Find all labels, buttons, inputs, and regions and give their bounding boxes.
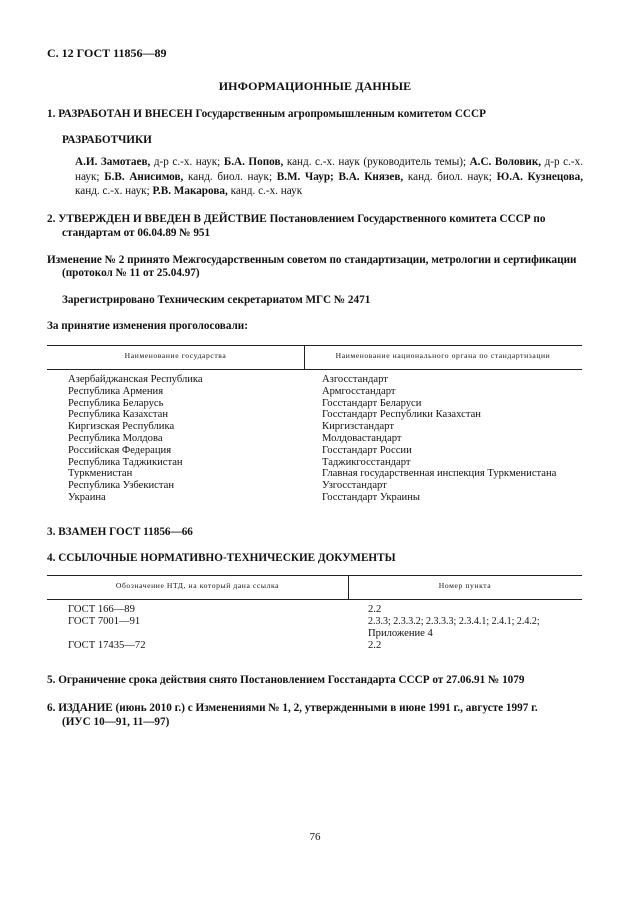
page-number: 76 [309, 831, 321, 843]
table-cell: Киргизстандарт [322, 421, 394, 433]
table-top-rule [47, 345, 582, 346]
table-cell: Украина [68, 491, 106, 503]
section-4: 4. ССЫЛОЧНЫЕ НОРМАТИВНО-ТЕХНИЧЕСКИЕ ДОКУМЕНТЫ [47, 552, 396, 564]
section-6-line-2: (ИУС 10—91, 11—97) [62, 716, 170, 728]
developer-name: А.И. Замотаев, [75, 156, 151, 168]
table-header-rule [47, 369, 582, 370]
ref-table-header-rule [47, 599, 582, 600]
table-cell: Молдовастандарт [322, 432, 402, 444]
developer-title: д-р с.-х. наук; [75, 156, 584, 183]
table-cell: 2.2 [368, 640, 382, 651]
section-5: 5. Ограничение срока действия снято Постановлением Госстандарта СССР от 27.06.91 № 1079 [47, 674, 525, 686]
table-cell: Республика Беларусь [68, 397, 164, 409]
page-header: С. 12 ГОСТ 11856—89 [47, 46, 167, 60]
table-cell: Госстандарт Беларуси [322, 397, 422, 409]
table-cell: Госстандарт Республики Казахстан [322, 409, 481, 421]
developer-name: Б.В. Анисимов, [104, 170, 184, 183]
table-cell: Республика Узбекистан [68, 480, 175, 492]
change-line-1: Изменение № 2 принято Межгосударственным советом по стандартизации, метрологии и сертификации [47, 254, 577, 266]
developer-title: канд. с.-х. наук; [75, 185, 150, 198]
table-cell: Республика Молдова [68, 432, 163, 444]
table-cell: Азгосстандарт [322, 374, 388, 385]
table-cell: ГОСТ 17435—72 [68, 640, 146, 651]
table-cell: Азербайджанская Республика [68, 374, 203, 385]
table-cell: Приложение 4 [368, 628, 433, 639]
developer-title: канд. с.-х. наук [230, 185, 303, 198]
table-cell: Республика Казахстан [68, 409, 169, 421]
table-cell: Российская Федерация [68, 444, 172, 456]
table-cell: Узгосстандарт [322, 480, 387, 492]
page-title: ИНФОРМАЦИОННЫЕ ДАННЫЕ [218, 79, 412, 93]
ref-table-header-doc: Обозначение НТД, на который дана ссылка [115, 581, 280, 590]
developer-name: В.М. Чаур; [276, 170, 334, 183]
table-cell: Республика Таджикистан [68, 456, 183, 468]
table-cell: Госстандарт России [322, 444, 412, 456]
section-2-line-1: 2. УТВЕРЖДЕН И ВВЕДЕН В ДЕЙСТВИЕ Постановлением Государственного комитета СССР по [47, 213, 546, 225]
ref-table-top-rule [47, 575, 582, 576]
standards-bodies-column [322, 374, 582, 504]
table-cell: ГОСТ 166—89 [68, 604, 135, 615]
developer-name: Р.В. Макарова, [152, 185, 228, 198]
voted-heading: За принятие изменения проголосовали: [47, 320, 248, 332]
developer-title: канд. биол. наук; [188, 170, 273, 183]
developer-name: А.С. Воловик, [469, 156, 542, 168]
developers-heading: РАЗРАБОТЧИКИ [62, 134, 152, 146]
table-cell: Армгосстандарт [322, 385, 396, 397]
table-cell: 2.3.3; 2.3.3.2; 2.3.3.3; 2.3.4.1; 2.4.1; 2.4.2; [368, 616, 540, 627]
table-cell: Госстандарт Украины [322, 491, 420, 503]
table-cell: ГОСТ 7001—91 [68, 616, 141, 627]
developer-name: Б.А. Попов, [223, 156, 284, 168]
table-cell: Таджикгосстандарт [322, 456, 411, 468]
registration-note: Зарегистрировано Техническим секретариатом МГС № 2471 [62, 294, 371, 306]
table-cell: Туркменистан [68, 468, 133, 480]
table-cell: Главная государственная инспекция Туркменистана [322, 468, 557, 480]
states-column [68, 374, 300, 504]
change-line-2: (протокол № 11 от 25.04.97) [62, 267, 200, 279]
developer-name: В.А. Князев, [338, 170, 404, 183]
table-cell: Киргизская Республика [68, 421, 175, 433]
developer-name: Ю.А. Кузнецова, [496, 170, 584, 183]
ref-table-header-item: Номер пункта [438, 581, 492, 590]
table-cell: 2.2 [368, 604, 382, 615]
developer-title: канд. биол. наук; [407, 170, 492, 183]
developers-list [75, 155, 583, 199]
table-cell: Республика Армения [68, 385, 164, 397]
states-table-header-state: Наименование государства [124, 351, 227, 360]
developer-title: канд. с.-х. наук (руководитель темы); [286, 156, 467, 168]
section-1: 1. РАЗРАБОТАН И ВНЕСЕН Государственным агропромышленным комитетом СССР [47, 108, 486, 120]
developer-title: д-р с.-х. наук; [153, 156, 221, 168]
section-3: 3. ВЗАМЕН ГОСТ 11856—66 [47, 526, 193, 538]
states-table-header-body: Наименование национального органа по стандартизации [335, 351, 551, 360]
section-2-line-2: стандартам от 06.04.89 № 951 [62, 227, 211, 239]
section-6-line-1: 6. ИЗДАНИЕ (июнь 2010 г.) с Изменениями № 1, 2, утвержденными в июне 1991 г., августе 1997 г. [47, 702, 538, 714]
